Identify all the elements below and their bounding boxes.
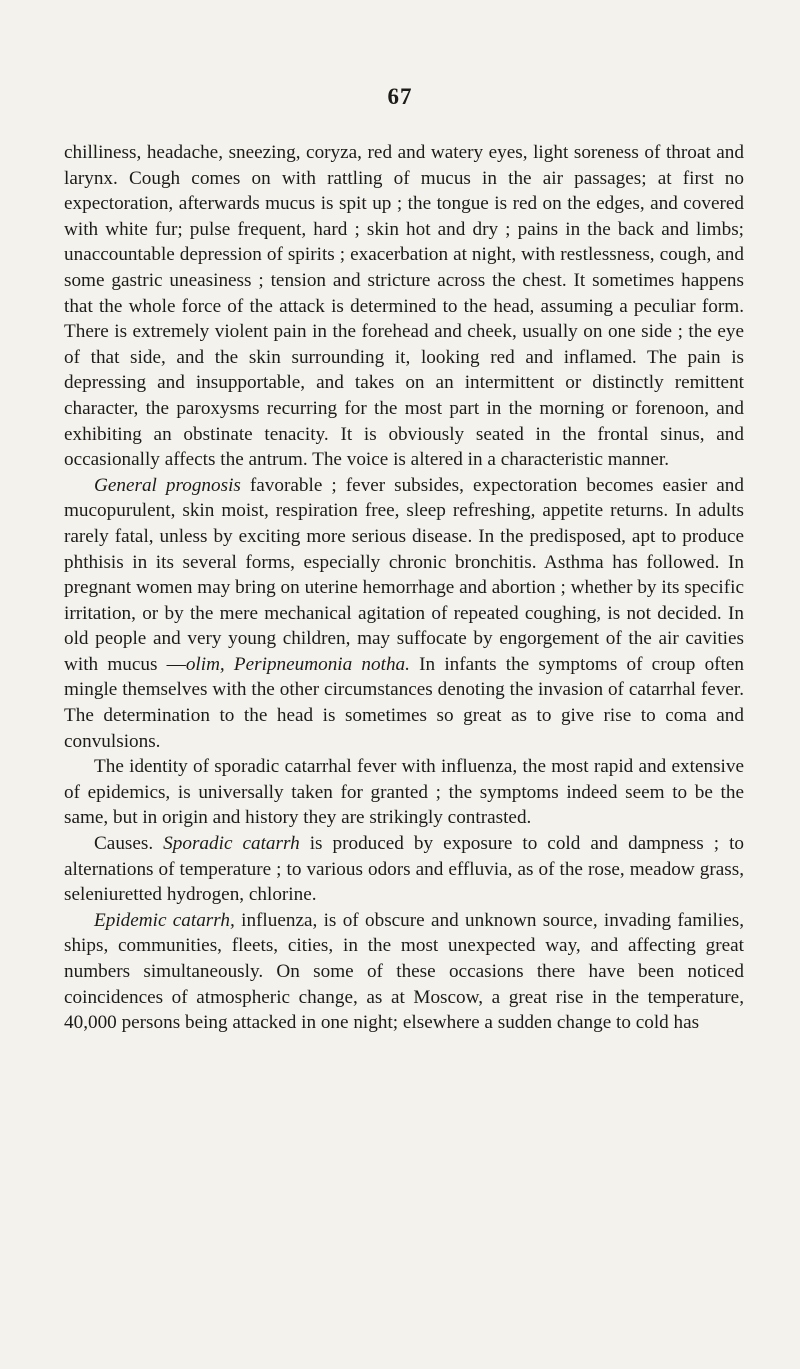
text-segment: chilliness, headache, sneezing, coryza, red and watery eyes, light soreness of throat and larynx. Cough comes on with rattling of mucus in the air passages; at first no expectoration, afterwards mucus is spit up ; the tongue is red on the edges, and covered with white fur; pulse frequent, hard ; skin hot and dry ; pains in the back and limbs; unaccountable depression of spirits ; exacerbation at night, with restlessness, cough, and some gastric uneasiness ; tension and stricture across the chest. It sometimes happens that the whole force of the attack is determined to the head, assuming a peculiar form. There is extremely violent pain in the forehead and cheek, usually on one side ; the eye of that side, and the skin surrounding it, looking red and inflamed. The pain is depressing and insupportable, and takes on an intermittent or distinctly remittent character, the paroxysms recurring for the most part in the morning or forenoon, and exhibiting an obstinate tenacity. It is obviously seated in the frontal sinus, and occasionally affects the antrum. The voice is altered in a characteristic manner. [64,142,744,471]
body-text [64,140,744,1036]
page-number: 67 [387,84,413,109]
paragraph [64,473,744,755]
text-segment: Causes. [94,833,164,855]
italic-term: olim, Peripneumonia notha. [185,653,410,675]
text-segment: is produced by exposure to cold and dampness ; to alternations of temperature ; to various odors and effluvia, as of the rose, meadow grass, seleniuretted hydrogen, chlorine. [64,833,745,906]
italic-term: Sporadic catarrh [163,833,300,855]
text-segment: influenza, is of obscure and unknown source, invading families, ships, communities, fleets, cities, in the most unexpected way, and affecting great numbers simultaneously. On some of these occasions there have been noticed coincidences of atmospheric change, as at Moscow, a great rise in the temperature, 40,000 persons being attacked in one night; elsewhere a sudden change to cold has [64,909,744,1034]
text-segment: favorable ; fever subsides, expectoration becomes easier and mucopurulent, skin moist, respiration free, sleep refreshing, appetite returns. In adults rarely fatal, unless by exciting more serious disease. In the predisposed, apt to produce phthisis in its several forms, especially chronic bronchitis. Asthma has followed. In pregnant women may bring on uterine hemorrhage and abortion ; whether by its specific irritation, or by the mere mechanical agitation of repeated coughing, is not decided. In old people and very young children, may suffocate by engorgement of the air cavities with mucus — [64,474,744,675]
text-segment: In infants the symptoms of croup often mingle themselves with the other circumstances denoting the invasion of catarrhal fever. The determination to the head is sometimes so great as to give rise to coma and convulsions. [64,653,744,752]
italic-term: Epidemic catarrh, [94,909,235,931]
italic-heading: General prognosis [94,474,241,496]
paragraph [64,908,744,1036]
text-segment: The identity of sporadic catarrhal fever with influenza, the most rapid and extensive of epidemics, is universally taken for granted ; the symptoms indeed seem to be the same, but in origin and history they are strikingly contrasted. [64,756,744,829]
paragraph [64,140,744,473]
paragraph [64,754,744,831]
paragraph [64,831,744,908]
